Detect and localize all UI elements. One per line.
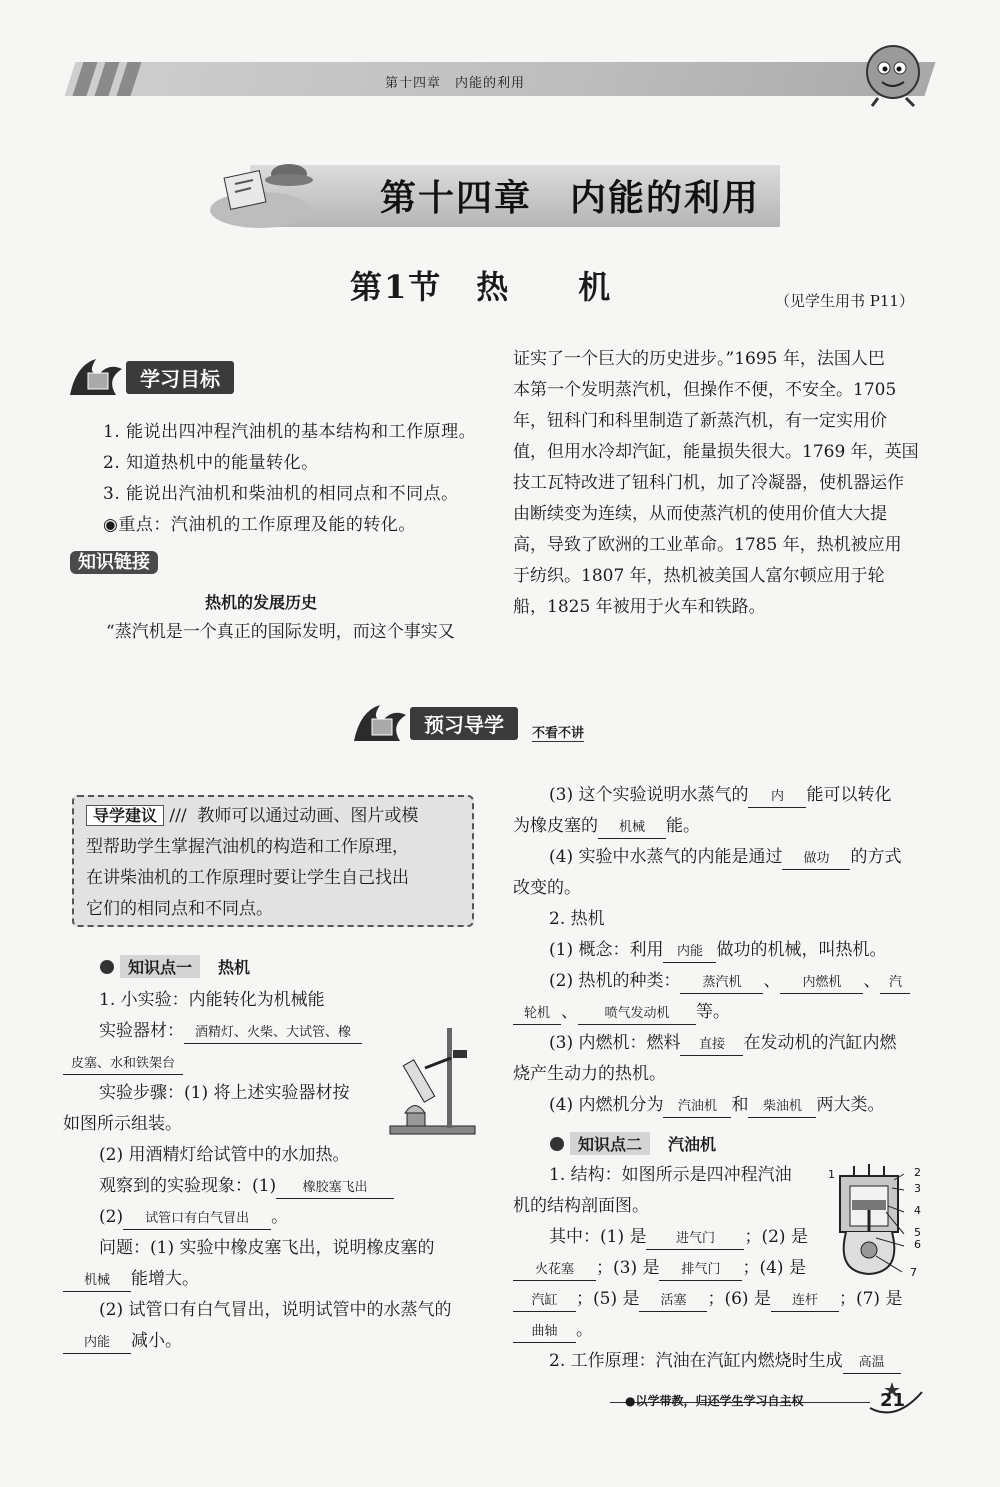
q3-text: (3) 这个实验说明水蒸气的 — [549, 785, 749, 805]
flame-book-icon — [350, 701, 410, 745]
kp1-right-body: (3) 这个实验说明水蒸气的 内 能可以转化 为橡皮塞的 机械 能。 (4) 实验中水蒸气的内能是通过 做功 的方式 改变的。 2. 热机 (1) 概念：利用 内能 做功的机械，叫热机。 (2) 热机的种类： 蒸汽机 、 内燃机 、 汽 轮机 、 喷气发动机 等。 (3) 内燃机：燃料 直接 在发动机的汽缸内燃 烧产生动力的热机。 (4) 内燃机分为 汽油机 和 柴油机 两大类。 — [513, 780, 928, 1121]
q4-text: (4) 实验中水蒸气的内能是通过 — [549, 847, 783, 867]
obs-answer: 橡胶塞飞出 — [276, 1178, 394, 1199]
part-answer: 火花塞 — [513, 1260, 596, 1281]
knowledge-link-tag — [70, 548, 158, 574]
kp2-title: 汽油机 — [668, 1135, 717, 1154]
goal-item: 1. 能说出四冲程汽油机的基本结构和工作原理。 — [103, 422, 477, 442]
ice-types-text: (4) 内燃机分为 — [549, 1095, 664, 1115]
guide-line: 在讲柴油机的工作原理时要让学生自己找出 — [86, 868, 409, 888]
knowledge-point-1-heading — [100, 955, 250, 978]
structure-text: ；(6) 是 — [707, 1289, 771, 1309]
ice-text: (3) 内燃机：燃料 — [549, 1033, 681, 1053]
history-line: 高，导致了欧洲的工业革命。1785 年，热机被应用 — [513, 535, 902, 555]
principle-text: 2. 工作原理：汽油在汽缸内燃烧时生成 — [549, 1351, 843, 1371]
kp1-title: 热机 — [218, 958, 251, 977]
question-post: 减小。 — [131, 1331, 182, 1351]
types-answer: 内燃机 — [780, 973, 863, 994]
kp1-body: 1. 小实验：内能转化为机械能 实验器材： 酒精灯、火柴、大试管、橡 皮塞、水和铁架台 实验步骤：(1) 将上述实验器材按 如图所示组装。 (2) 用酒精灯给试管中的水加热。 观察到的实验现象：(1) 橡胶塞飞出 (2) 试管口有白气冒出 。 问题：(1) 实验中橡皮塞飞出，说明橡皮塞的 机械 能增大。 (2) 试管口有白气冒出，说明试管中的水蒸气的 内能 减小。 — [63, 985, 483, 1357]
part-answer: 进气门 — [646, 1229, 744, 1250]
chapter-title: 第十四章 内能的利用 — [380, 178, 761, 219]
knowledge-point-2-heading — [550, 1132, 716, 1155]
see-book-reference: （见学生用书 P11） — [775, 292, 914, 310]
goal-item: 3. 能说出汽油机和柴油机的相同点和不同点。 — [103, 484, 459, 504]
obs-label: 观察到的实验现象：(1) — [99, 1176, 277, 1196]
concept-text: 做功的机械，叫热机。 — [716, 940, 887, 960]
q3-answer: 内 — [748, 787, 806, 808]
part-answer: 活塞 — [639, 1291, 707, 1312]
part-answer: 连杆 — [771, 1291, 839, 1312]
ice-types-text: 两大类。 — [816, 1095, 885, 1115]
guide-label: 导学建议 — [86, 805, 164, 826]
structure-text: ；(4) 是 — [742, 1258, 806, 1278]
equip-label: 实验器材： — [99, 1021, 184, 1041]
ice-text: 在发动机的汽缸内燃 — [743, 1033, 897, 1053]
ice-types-text: 和 — [731, 1095, 749, 1115]
structure-text: 1. 结构：如图所示是四冲程汽油 — [549, 1165, 792, 1185]
steps-line: 如图所示组装。 — [63, 1114, 182, 1134]
flame-book-icon — [66, 355, 126, 399]
q3-answer: 机械 — [598, 818, 666, 839]
preview-tag — [350, 708, 585, 741]
part-answer: 排气门 — [659, 1260, 742, 1281]
preview-tag-label: 预习导学 — [410, 707, 518, 740]
running-title: 第十四章 内能的利用 — [385, 76, 526, 91]
engine-diagram-icon — [826, 1162, 926, 1282]
history-text-right — [513, 344, 928, 623]
question-post: 能增大。 — [131, 1269, 199, 1289]
guide-text: 导学建议 /// 教师可以通过动画、图片或模 型帮助学生掌握汽油机的构造和工作原理， 在讲柴油机的工作原理时要让学生自己找出 它们的相同点和不同点。 — [86, 800, 461, 925]
history-line: 本第一个发明蒸汽机，但操作不便，不安全。1705 — [513, 380, 897, 400]
history-line: 船，1825 年被用于火车和铁路。 — [513, 597, 766, 617]
part-answer: 曲轴 — [513, 1322, 576, 1343]
question-line: 问题：(1) 实验中橡皮塞飞出，说明橡皮塞的 — [99, 1238, 435, 1258]
history-title: 热机的发展历史 — [205, 593, 318, 612]
knowledge-link-label: 知识链接 — [70, 551, 158, 574]
q3-text: 能。 — [666, 816, 700, 836]
history-line: 由断续变为连续，从而使蒸汽机的使用价值大大提 — [513, 504, 887, 524]
bullet-icon — [100, 960, 114, 974]
goal-item-key: ◉重点：汽油机的工作原理及能的转化。 — [103, 515, 416, 535]
guide-line: 它们的相同点和不同点。 — [86, 899, 273, 919]
page-number: 21 — [880, 1390, 906, 1411]
question-answer: 内能 — [63, 1333, 131, 1354]
question-line: (2) 试管口有白气冒出，说明试管中的水蒸气的 — [99, 1300, 452, 1320]
history-line: 技工瓦特改进了钮科门机，加了冷凝器，使机器运作 — [513, 473, 904, 493]
structure-text: ；(2) 是 — [744, 1227, 808, 1247]
steps-line: 实验步骤：(1) 将上述实验器材按 — [99, 1083, 350, 1103]
diagram-label: 2 — [914, 1166, 921, 1179]
q3-text: 为橡皮塞的 — [513, 816, 598, 836]
footer-slogan: ●以学带教，归还学生学习自主权 — [625, 1394, 804, 1408]
diagram-label: 5 — [914, 1226, 921, 1239]
diagram-label: 1 — [828, 1168, 835, 1181]
mascot-icon — [858, 40, 928, 110]
structure-text: ；(5) 是 — [576, 1289, 640, 1309]
guide-line: 型帮助学生掌握汽油机的构造和工作原理， — [86, 837, 409, 857]
q4-text: 的方式 — [850, 847, 902, 867]
question-answer: 机械 — [63, 1271, 131, 1292]
bullet-icon — [550, 1137, 564, 1151]
kp1-line: 1. 小实验：内能转化为机械能 — [99, 990, 325, 1010]
ice-text: 烧产生动力的热机。 — [513, 1064, 666, 1084]
concept-text: (1) 概念：利用 — [549, 940, 664, 960]
goals-tag-label: 学习目标 — [126, 361, 234, 394]
history-line: 证实了一个巨大的历史进步。”1695 年，法国人巴 — [513, 349, 885, 369]
types-text: 等。 — [696, 1002, 730, 1022]
history-text-left: “蒸汽机是一个真正的国际发明，而这个事实又 — [106, 622, 455, 642]
goal-item: 2. 知道热机中的能量转化。 — [103, 453, 319, 473]
kp2-label: 知识点二 — [570, 1132, 650, 1155]
structure-text: ；(3) 是 — [596, 1258, 660, 1278]
equip-answer: 酒精灯、火柴、大试管、橡 — [184, 1023, 362, 1044]
history-line: 于纺织。1807 年，热机被美国人富尔顿应用于轮 — [513, 566, 885, 586]
q4-text: 改变的。 — [513, 878, 581, 898]
section-title: 第1节 热 机 — [350, 268, 613, 306]
types-answer: 轮机 — [513, 1004, 561, 1025]
equip-answer: 皮塞、水和铁架台 — [63, 1054, 183, 1075]
history-line: 年，钮科门和科里制造了新蒸汽机，有一定实用价 — [513, 411, 887, 431]
heat-engine-heading: 2. 热机 — [549, 909, 605, 929]
types-answer: 汽 — [880, 973, 910, 994]
q4-answer: 做功 — [782, 849, 850, 870]
obs-answer: 试管口有白气冒出 — [123, 1209, 271, 1230]
types-answer: 喷气发动机 — [578, 1004, 696, 1025]
lab-apparatus-icon — [385, 1018, 480, 1138]
types-text: (2) 热机的种类： — [549, 971, 681, 991]
ice-answer: 直接 — [680, 1035, 743, 1056]
guide-line: 教师可以通过动画、图片或模 — [197, 806, 419, 826]
diagram-label: 3 — [914, 1182, 921, 1195]
structure-text: 机的结构剖面图。 — [513, 1196, 649, 1216]
desk-illustration-icon — [205, 150, 315, 232]
obs-label: (2) — [99, 1207, 124, 1227]
goals-tag — [66, 362, 234, 392]
ice-types-answer: 汽油机 — [663, 1097, 731, 1118]
ice-types-answer: 柴油机 — [748, 1097, 816, 1118]
principle-answer: 高温 — [843, 1353, 901, 1374]
structure-text: ；(7) 是 — [838, 1289, 903, 1309]
goals-list — [103, 417, 483, 541]
kp1-label: 知识点一 — [120, 955, 200, 978]
preview-subtag: 不看不讲 — [532, 722, 584, 742]
types-answer: 蒸汽机 — [680, 973, 763, 994]
q3-text: 能可以转化 — [806, 785, 892, 805]
steps-line: (2) 用酒精灯给试管中的水加热。 — [99, 1145, 350, 1165]
diagram-label: 4 — [914, 1204, 921, 1217]
concept-answer: 内能 — [663, 942, 716, 963]
structure-text: 。 — [576, 1320, 593, 1340]
diagram-label: 7 — [910, 1266, 917, 1279]
diagram-label: 6 — [914, 1238, 921, 1251]
history-line: 值，但用水冷却汽缸，能量损失很大。1769 年，英国 — [513, 442, 919, 462]
structure-text: 其中：(1) 是 — [549, 1227, 647, 1247]
part-answer: 汽缸 — [513, 1291, 576, 1312]
